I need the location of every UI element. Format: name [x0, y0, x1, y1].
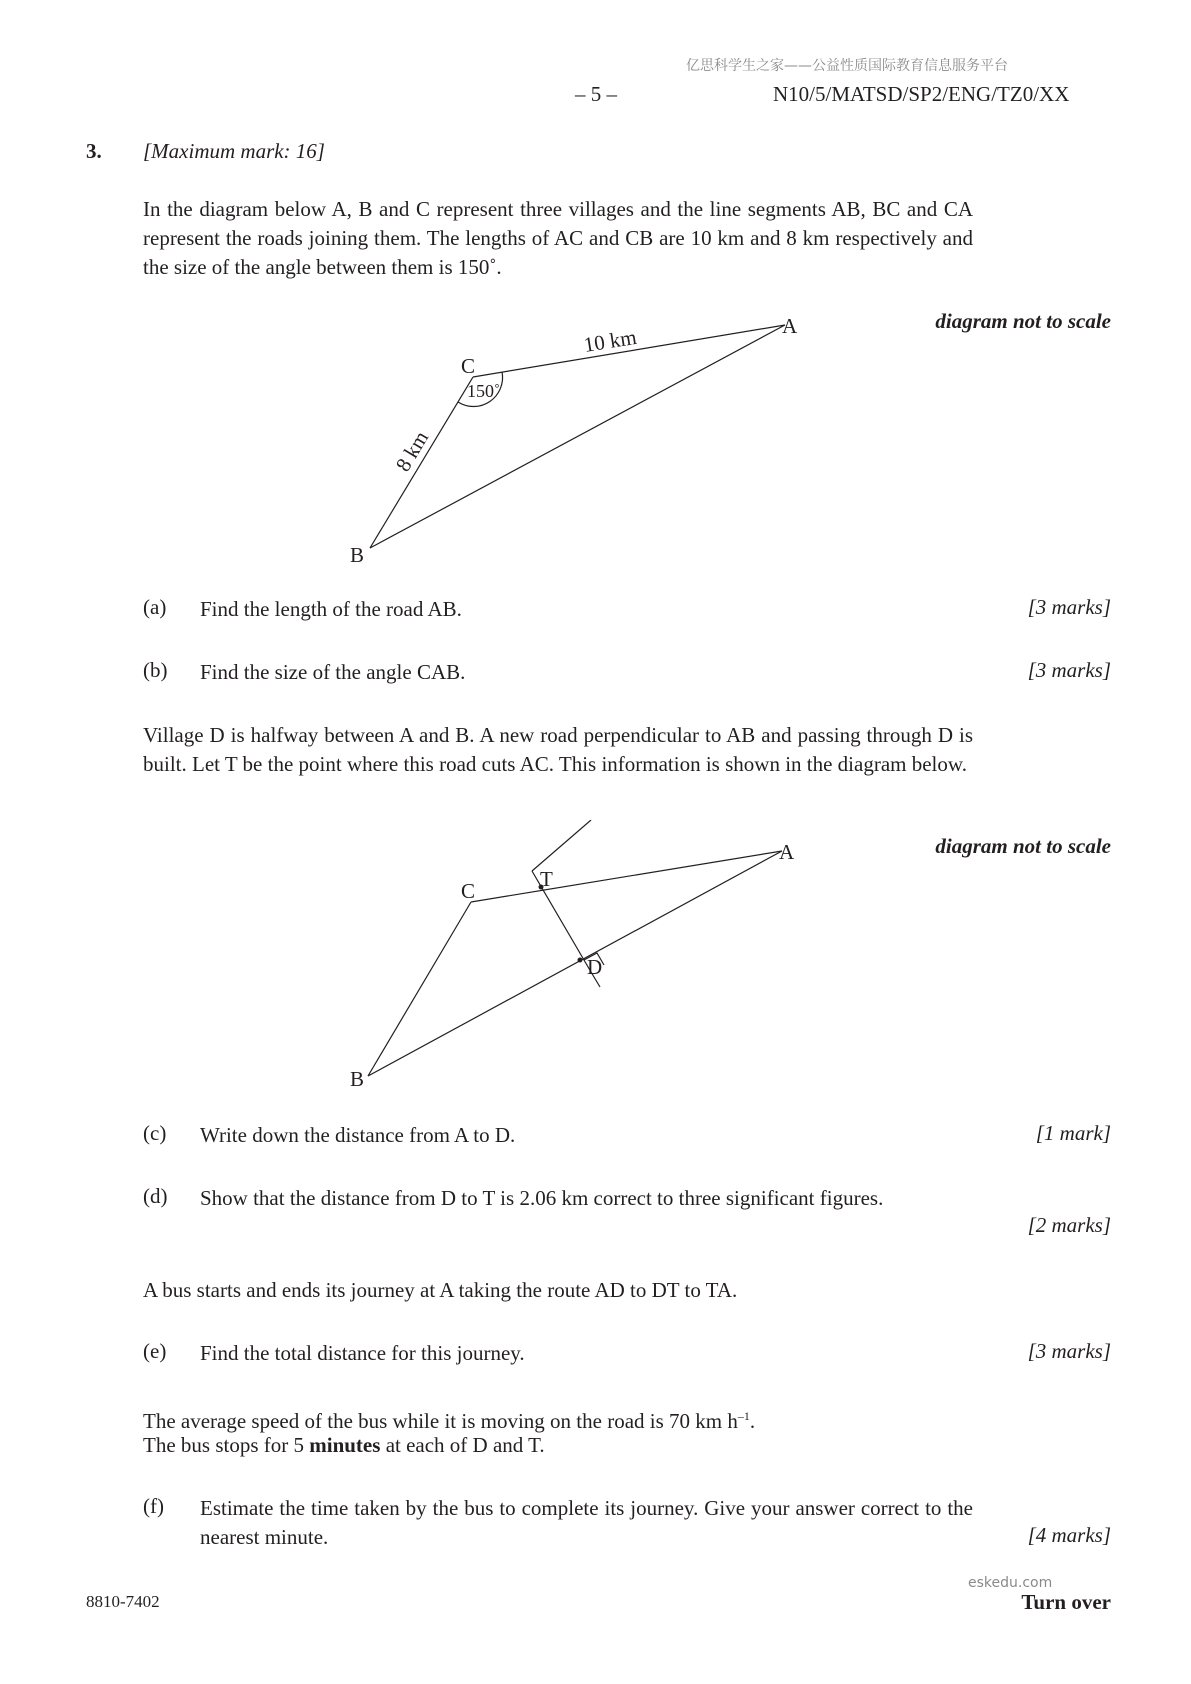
- page-number: – 5 –: [575, 82, 617, 106]
- speed-text-line-2: The bus stops for 5 minutes at each of D and T.: [143, 1433, 545, 1457]
- part-a-label: (a): [143, 595, 167, 619]
- part-f-marks: [4 marks]: [1027, 1523, 1111, 1547]
- vertex-a-label: A: [782, 314, 798, 338]
- triangle-diagram-1: [0, 0, 1191, 600]
- part-d-text: Show that the distance from D to T is 2.06 km correct to three significant figures.: [200, 1186, 884, 1210]
- intro-text: In the diagram below A, B and C represent three villages and the line segments AB, BC and CA represent the roads joining them. The lengths of AC and CB are 10 km and 8 km respectively and the size of the angle between them is 150˚.: [143, 197, 973, 279]
- part-e-text: Find the total distance for this journey.: [200, 1341, 525, 1365]
- road-td: [532, 820, 591, 871]
- part-c-marks: [1 mark]: [1035, 1121, 1111, 1145]
- middle-text: Village D is halfway between A and B. A new road perpendicular to AB and passing through D is built. Let T be the point where this road cuts AC. This information is shown in the diagram below.: [143, 723, 973, 776]
- part-b-text: Find the size of the angle CAB.: [200, 660, 466, 684]
- triangle-diagram-2: [0, 820, 1191, 1090]
- vertex-a2-label: A: [779, 840, 795, 864]
- point-d: [578, 958, 583, 963]
- part-d-label: (d): [143, 1184, 168, 1208]
- part-a-text: Find the length of the road AB.: [200, 597, 462, 621]
- part-f-label: (f): [143, 1494, 164, 1518]
- road-cb: [370, 377, 473, 548]
- footer-code: 8810-7402: [86, 1592, 160, 1611]
- header-watermark: 亿思科学生之家——公益性质国际教育信息服务平台: [686, 58, 1008, 74]
- part-b-marks: [3 marks]: [1027, 658, 1111, 682]
- vertex-b-label: B: [350, 543, 365, 567]
- footer-watermark: eskedu.com: [968, 1575, 1053, 1591]
- part-d-marks: [2 marks]: [1027, 1213, 1111, 1237]
- part-e-marks: [3 marks]: [1027, 1339, 1111, 1363]
- part-a-marks: [3 marks]: [1027, 595, 1111, 619]
- label-angle-150: 150˚: [467, 381, 500, 401]
- part-f-text: Estimate the time taken by the bus to complete its journey. Give your answer correct to the nearest minute.: [200, 1496, 973, 1549]
- max-mark: [Maximum mark: 16]: [143, 139, 325, 163]
- vertex-b2-label: B: [350, 1067, 365, 1090]
- question-number: 3.: [86, 139, 102, 163]
- road-ab: [370, 325, 785, 548]
- vertex-d-label: D: [587, 955, 603, 979]
- turn-over: Turn over: [1021, 1590, 1111, 1614]
- vertex-c2-label: C: [461, 879, 476, 903]
- vertex-t-label: T: [540, 867, 553, 891]
- part-c-text: Write down the distance from A to D.: [200, 1123, 516, 1147]
- label-10km: 10 km: [582, 324, 639, 357]
- bus-text: A bus starts and ends its journey at A taking the route AD to DT to TA.: [143, 1278, 738, 1302]
- part-c-label: (c): [143, 1121, 167, 1145]
- diagram-note-1: diagram not to scale: [935, 309, 1111, 333]
- road-cb-2: [368, 902, 471, 1076]
- vertex-c-label: C: [461, 354, 476, 378]
- label-8km: 8 km: [390, 426, 434, 476]
- diagram-note-2: diagram not to scale: [935, 834, 1111, 858]
- speed-text-line-1: The average speed of the bus while it is moving on the road is 70 km $h^{-1}$.: [143, 1409, 756, 1433]
- paper-code: N10/5/MATSD/SP2/ENG/TZ0/XX: [773, 82, 1070, 106]
- part-e-label: (e): [143, 1339, 167, 1363]
- part-b-label: (b): [143, 658, 168, 682]
